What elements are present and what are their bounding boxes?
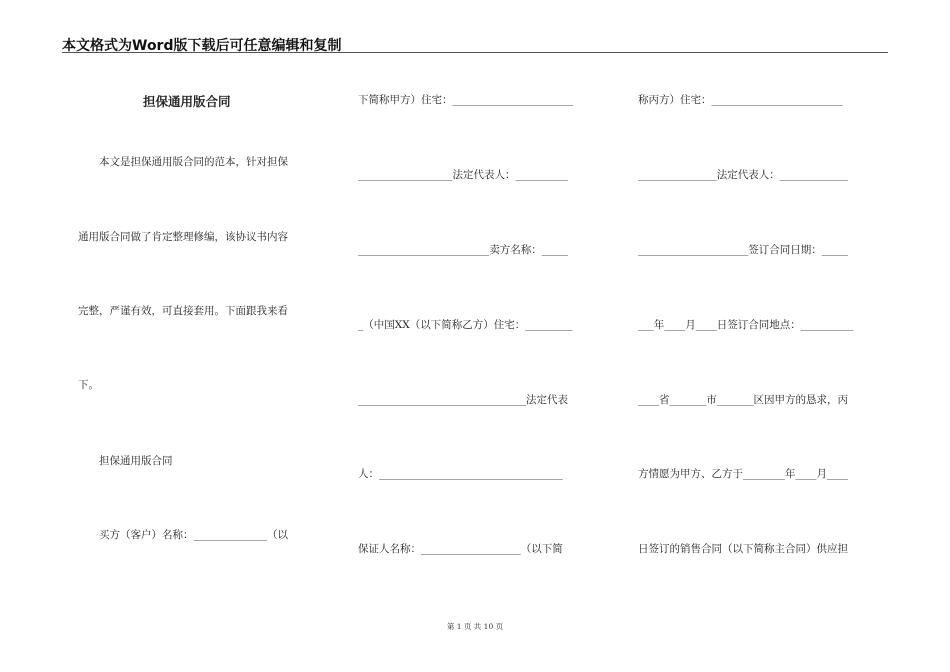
col3-line-6: 方情愿为甲方、乙方于________年____月____ xyxy=(638,468,848,480)
col1-line-2: 通用版合同做了肯定整理修编，该协议书内容 xyxy=(78,231,288,243)
document-header xyxy=(62,34,888,53)
col3-line-5: ____省_______市_______区因甲方的恳求，丙 xyxy=(638,394,848,406)
col1-line-4: 下。 xyxy=(78,379,99,391)
col3-line-7: 日签订的销售合同（以下简称主合同）供应担 xyxy=(638,543,848,555)
col2-line-3: _________________________卖方名称：_____ xyxy=(358,244,568,256)
document-title: 担保通用版合同 xyxy=(143,94,231,109)
header-title: 本文格式为Word版下载后可任意编辑和复制 xyxy=(62,38,342,54)
col1-line-5: 担保通用版合同 xyxy=(78,455,173,467)
col3-line-4: ___年____月____日签订合同地点：__________ xyxy=(638,319,854,331)
col2-line-1: 下简称甲方）住宅：_______________________ xyxy=(358,94,574,106)
col1-line-1: 本文是担保通用版合同的范本，针对担保 xyxy=(78,156,288,168)
col1-line-6: 买方（客户）名称：______________（以 xyxy=(78,529,288,541)
col2-line-6: 人：___________________________________ xyxy=(358,468,563,480)
col1-line-3: 完整，严谨有效，可直接套用。下面跟我来看 xyxy=(78,305,288,317)
col2-line-7: 保证人名称：___________________（以下简 xyxy=(358,543,563,555)
col2-line-4: _（中国XX（以下简称乙方）住宅：_________ xyxy=(358,319,573,331)
col3-line-2: _______________法定代表人：_____________ xyxy=(638,169,848,181)
col2-line-2: __________________法定代表人：__________ xyxy=(358,169,568,181)
col3-line-3: _____________________签订合同日期：_____ xyxy=(638,244,848,256)
col2-line-5: ________________________________法定代表 xyxy=(358,394,568,406)
col3-line-1: 称丙方）住宅：_________________________ xyxy=(638,94,843,106)
page-footer: 第 1 页 共 10 页 xyxy=(446,622,504,631)
